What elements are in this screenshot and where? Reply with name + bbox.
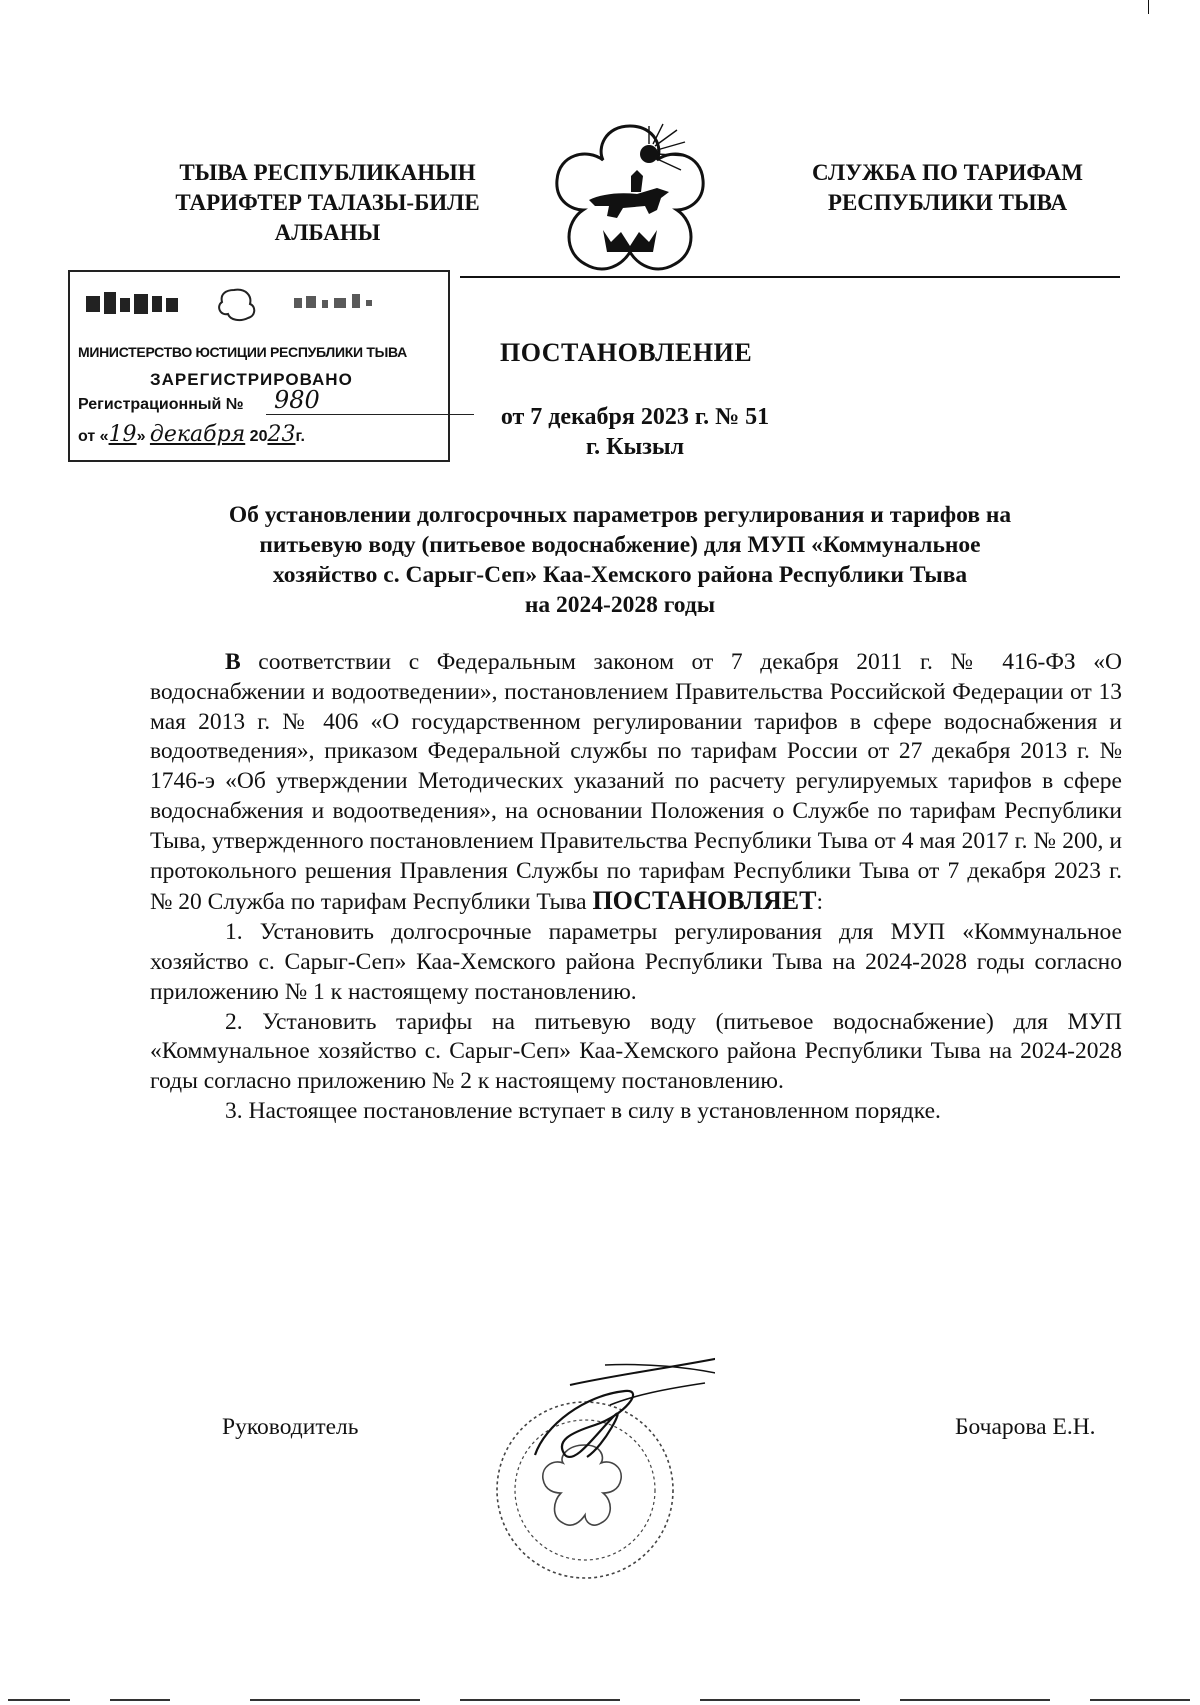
header-right-line1: СЛУЖБА ПО ТАРИФАМ <box>812 160 1083 185</box>
header-right-line2: РЕСПУБЛИКИ ТЫВА <box>827 190 1068 215</box>
document-city: г. Кызыл <box>585 434 685 460</box>
stamp-status: ЗАРЕГИСТРИРОВАНО <box>150 370 353 389</box>
item-3: 3. Настоящее постановление вступает в силу в установленном порядке. <box>225 1097 941 1124</box>
decree-colon: : <box>816 889 823 916</box>
header-divider <box>460 276 1120 278</box>
registration-stamp <box>68 270 450 462</box>
item-2: 2. Установить тарифы на питьевую воду (питьевое водоснабжение) для МУП «Коммунальное хозяйство с. Сарыг-Сеп» Каа-Хемского района Республики Тыва на 2024-2028 годы согласно приложению № 2 к настоящему постановлению. <box>150 1008 1122 1095</box>
header-left-line1: ТЫВА РЕСПУБЛИКАНЫН <box>179 160 476 185</box>
item-1: 1. Установить долгосрочные параметры регулирования для МУП «Коммунальное хозяйство с. Сарыг-Сеп» Каа-Хемского района Республики Тыва на 2024-2028 годы согласно приложению № 1 к настоящему постановлению. <box>150 919 1122 1005</box>
document-body <box>150 648 1122 1127</box>
official-seal-icon <box>475 1345 715 1585</box>
stamp-logo-icon <box>84 286 434 322</box>
decree-word: ПОСТАНОВЛЯЕТ <box>592 886 817 916</box>
stamp-date-prefix: от « <box>78 428 109 445</box>
stamp-date-day: 19 <box>108 422 137 447</box>
stamp-date-month: декабря <box>149 422 246 447</box>
preamble-paragraph <box>150 648 1122 918</box>
stamp-date <box>78 422 305 447</box>
stamp-ministry: МИНИСТЕРСТВО ЮСТИЦИИ РЕСПУБЛИКИ ТЫВА <box>78 344 407 360</box>
document-date-block <box>480 402 790 462</box>
stamp-date-year-prefix: 20 <box>249 428 268 445</box>
preamble-text: соответствии с Федеральным законом от 7 декабря 2011 г. № 416-ФЗ «О водоснабжении и водоотведении», постановлением Правительства Российской Федерации от 13 мая 2013 г. № 406 «О государственном регулировании тарифов в сфере водоснабжения и водоотведения», приказом Федеральной службы по тарифам России от 27 декабря 2013 г. № 1746-э «Об утверждении Методических указаний по расчету регулируемых тарифов в сфере водоснабжения и водоотведения», на основании Положения о Службе по тарифам Республики Тыва, утвержденного постановлением Правительства Республики Тыва от 4 мая 2017 г. № 200, и протокольного решения Правления Службы по тарифам Республики Тыва от 7 декабря 2023 г. № 20 Служба по тарифам Республики Тыва <box>150 649 1122 916</box>
stamp-date-year: 23 <box>267 422 296 447</box>
header-left-line3: АЛБАНЫ <box>274 220 381 245</box>
subject-line-1: Об установлении долгосрочных параметров регулирования и тарифов на <box>228 502 1012 528</box>
subject-line-3: хозяйство с. Сарыг-Сеп» Каа-Хемского района Республики Тыва <box>272 562 968 588</box>
subject-line-4: на 2024-2028 годы <box>524 592 716 618</box>
stamp-reg-label: Регистрационный № <box>78 396 244 413</box>
document-subject <box>150 500 1090 620</box>
signature-name: Бочарова Е.Н. <box>955 1414 1096 1440</box>
document-date-number: от 7 декабря 2023 г. № 51 <box>500 404 770 430</box>
stamp-reg-number: 980 <box>266 386 474 415</box>
emblem-icon <box>545 118 715 283</box>
document-type: ПОСТАНОВЛЕНИЕ <box>500 338 753 367</box>
header-left <box>160 158 495 248</box>
scan-edge-mark <box>0 1698 1200 1702</box>
signature-role: Руководитель <box>222 1414 359 1440</box>
page-edge-mark <box>1148 0 1149 14</box>
preamble-first-letter: В <box>225 649 241 675</box>
subject-line-2: питьевую воду (питьевое водоснабжение) для МУП «Коммунальное <box>259 532 981 558</box>
stamp-date-mid: » <box>136 428 146 445</box>
header-right <box>780 158 1115 218</box>
stamp-date-suffix: г. <box>295 428 305 445</box>
header-left-line2: ТАРИФТЕР ТАЛАЗЫ-БИЛЕ <box>175 190 480 215</box>
